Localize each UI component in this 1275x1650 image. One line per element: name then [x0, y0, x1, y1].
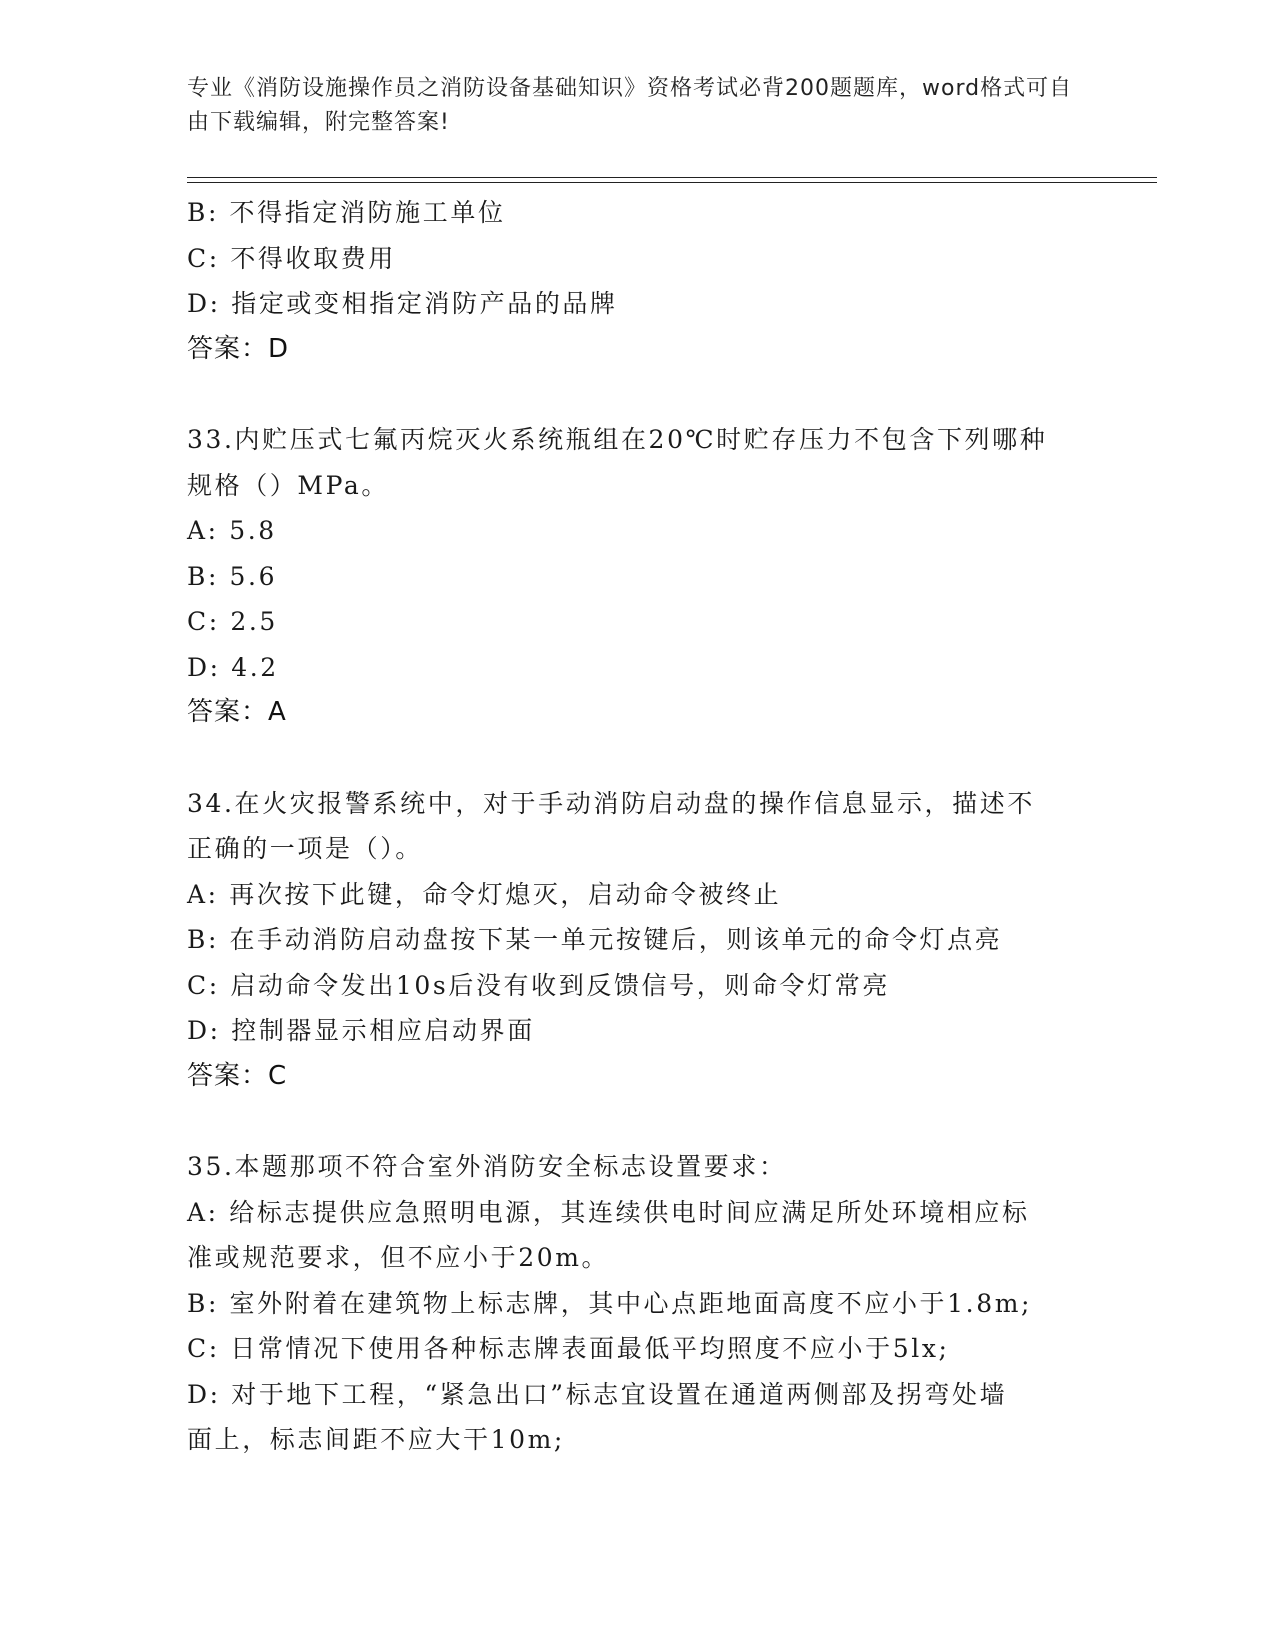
option-c	[187, 963, 1087, 1009]
option-b	[187, 190, 1087, 236]
option-letter: D:	[187, 1016, 221, 1045]
option-a	[187, 1190, 1087, 1236]
option-letter: B:	[187, 198, 219, 227]
option-d-cont: 面上，标志间距不应大干10m;	[187, 1425, 565, 1454]
document-body	[187, 190, 1087, 1463]
spacer	[187, 372, 1087, 417]
option-c	[187, 1326, 1087, 1372]
header-divider-top	[187, 177, 1157, 178]
option-letter: C:	[187, 970, 220, 1000]
option-text: 5.8	[229, 516, 277, 545]
question-35	[187, 1144, 1087, 1463]
answer-line: 答案：C	[187, 1060, 288, 1091]
option-letter: D:	[187, 289, 221, 318]
option-letter: A:	[187, 879, 219, 909]
option-d	[187, 645, 1087, 691]
option-text: 室外附着在建筑物上标志牌，其中心点距地面高度不应小于1.8m;	[229, 1288, 1033, 1318]
option-b	[187, 554, 1087, 600]
header-divider-bottom	[187, 182, 1157, 183]
option-b	[187, 917, 1087, 963]
option-text: 4.2	[231, 652, 279, 682]
option-letter: C:	[187, 1334, 220, 1363]
option-letter: A:	[187, 516, 219, 545]
question-stem: 33.内贮压式七氟丙烷灭火系统瓶组在20℃时贮存压力不包含下列哪种	[187, 425, 1048, 454]
option-a	[187, 508, 1087, 554]
option-letter: D:	[187, 652, 221, 682]
option-text: 5.6	[229, 561, 278, 591]
option-text: 控制器显示相应启动界面	[231, 1016, 535, 1045]
answer-line: 答案：D	[187, 333, 290, 364]
question-32-continued	[187, 190, 1087, 372]
question-33	[187, 417, 1087, 736]
option-b	[187, 1281, 1087, 1327]
option-text: 在手动消防启动盘按下某一单元按键后，则该单元的命令灯点亮	[229, 925, 1003, 954]
option-c	[187, 599, 1087, 645]
option-text: 2.5	[230, 607, 278, 636]
option-letter: C:	[187, 243, 220, 273]
header-title: 专业《消防设施操作员之消防设备基础知识》资格考试必背200题题库，word格式可自由下载编辑，附完整答案!	[187, 76, 1073, 135]
answer-line: 答案：A	[187, 697, 287, 727]
question-stem-cont: 规格（）MPa。	[187, 470, 390, 500]
option-letter: C:	[187, 607, 220, 636]
option-letter: B:	[187, 561, 219, 591]
document-header	[187, 72, 1077, 140]
option-text: 不得收取费用	[230, 243, 396, 273]
option-text: 不得指定消防施工单位	[229, 198, 506, 227]
option-text: 日常情况下使用各种标志牌表面最低平均照度不应小于5lx;	[230, 1334, 950, 1363]
option-letter: B:	[187, 925, 219, 954]
option-text: 对于地下工程，“紧急出口”标志宜设置在通道两侧部及拐弯处墙	[231, 1379, 1008, 1409]
question-34	[187, 781, 1087, 1100]
spacer	[187, 736, 1087, 781]
option-letter: D:	[187, 1379, 221, 1409]
option-d	[187, 1008, 1087, 1054]
option-text: 给标志提供应急照明电源，其连续供电时间应满足所处环境相应标	[229, 1197, 1030, 1227]
option-letter: B:	[187, 1288, 219, 1318]
option-text: 启动命令发出10s后没有收到反馈信号，则命令灯常亮	[230, 970, 890, 1000]
option-d	[187, 1372, 1087, 1418]
option-d	[187, 281, 1087, 327]
option-letter: A:	[187, 1197, 219, 1227]
question-stem-cont: 正确的一项是（）。	[187, 834, 423, 863]
spacer	[187, 1099, 1087, 1144]
option-text: 再次按下此键，命令灯熄灭，启动命令被终止	[229, 879, 782, 909]
option-c	[187, 236, 1087, 282]
option-text: 指定或变相指定消防产品的品牌	[231, 289, 618, 318]
option-a-cont: 准或规范要求，但不应小于20m。	[187, 1243, 610, 1272]
question-stem: 35.本题那项不符合室外消防安全标志设置要求：	[187, 1152, 787, 1181]
question-stem: 34.在火灾报警系统中，对于手动消防启动盘的操作信息显示，描述不	[187, 788, 1035, 818]
option-a	[187, 872, 1087, 918]
